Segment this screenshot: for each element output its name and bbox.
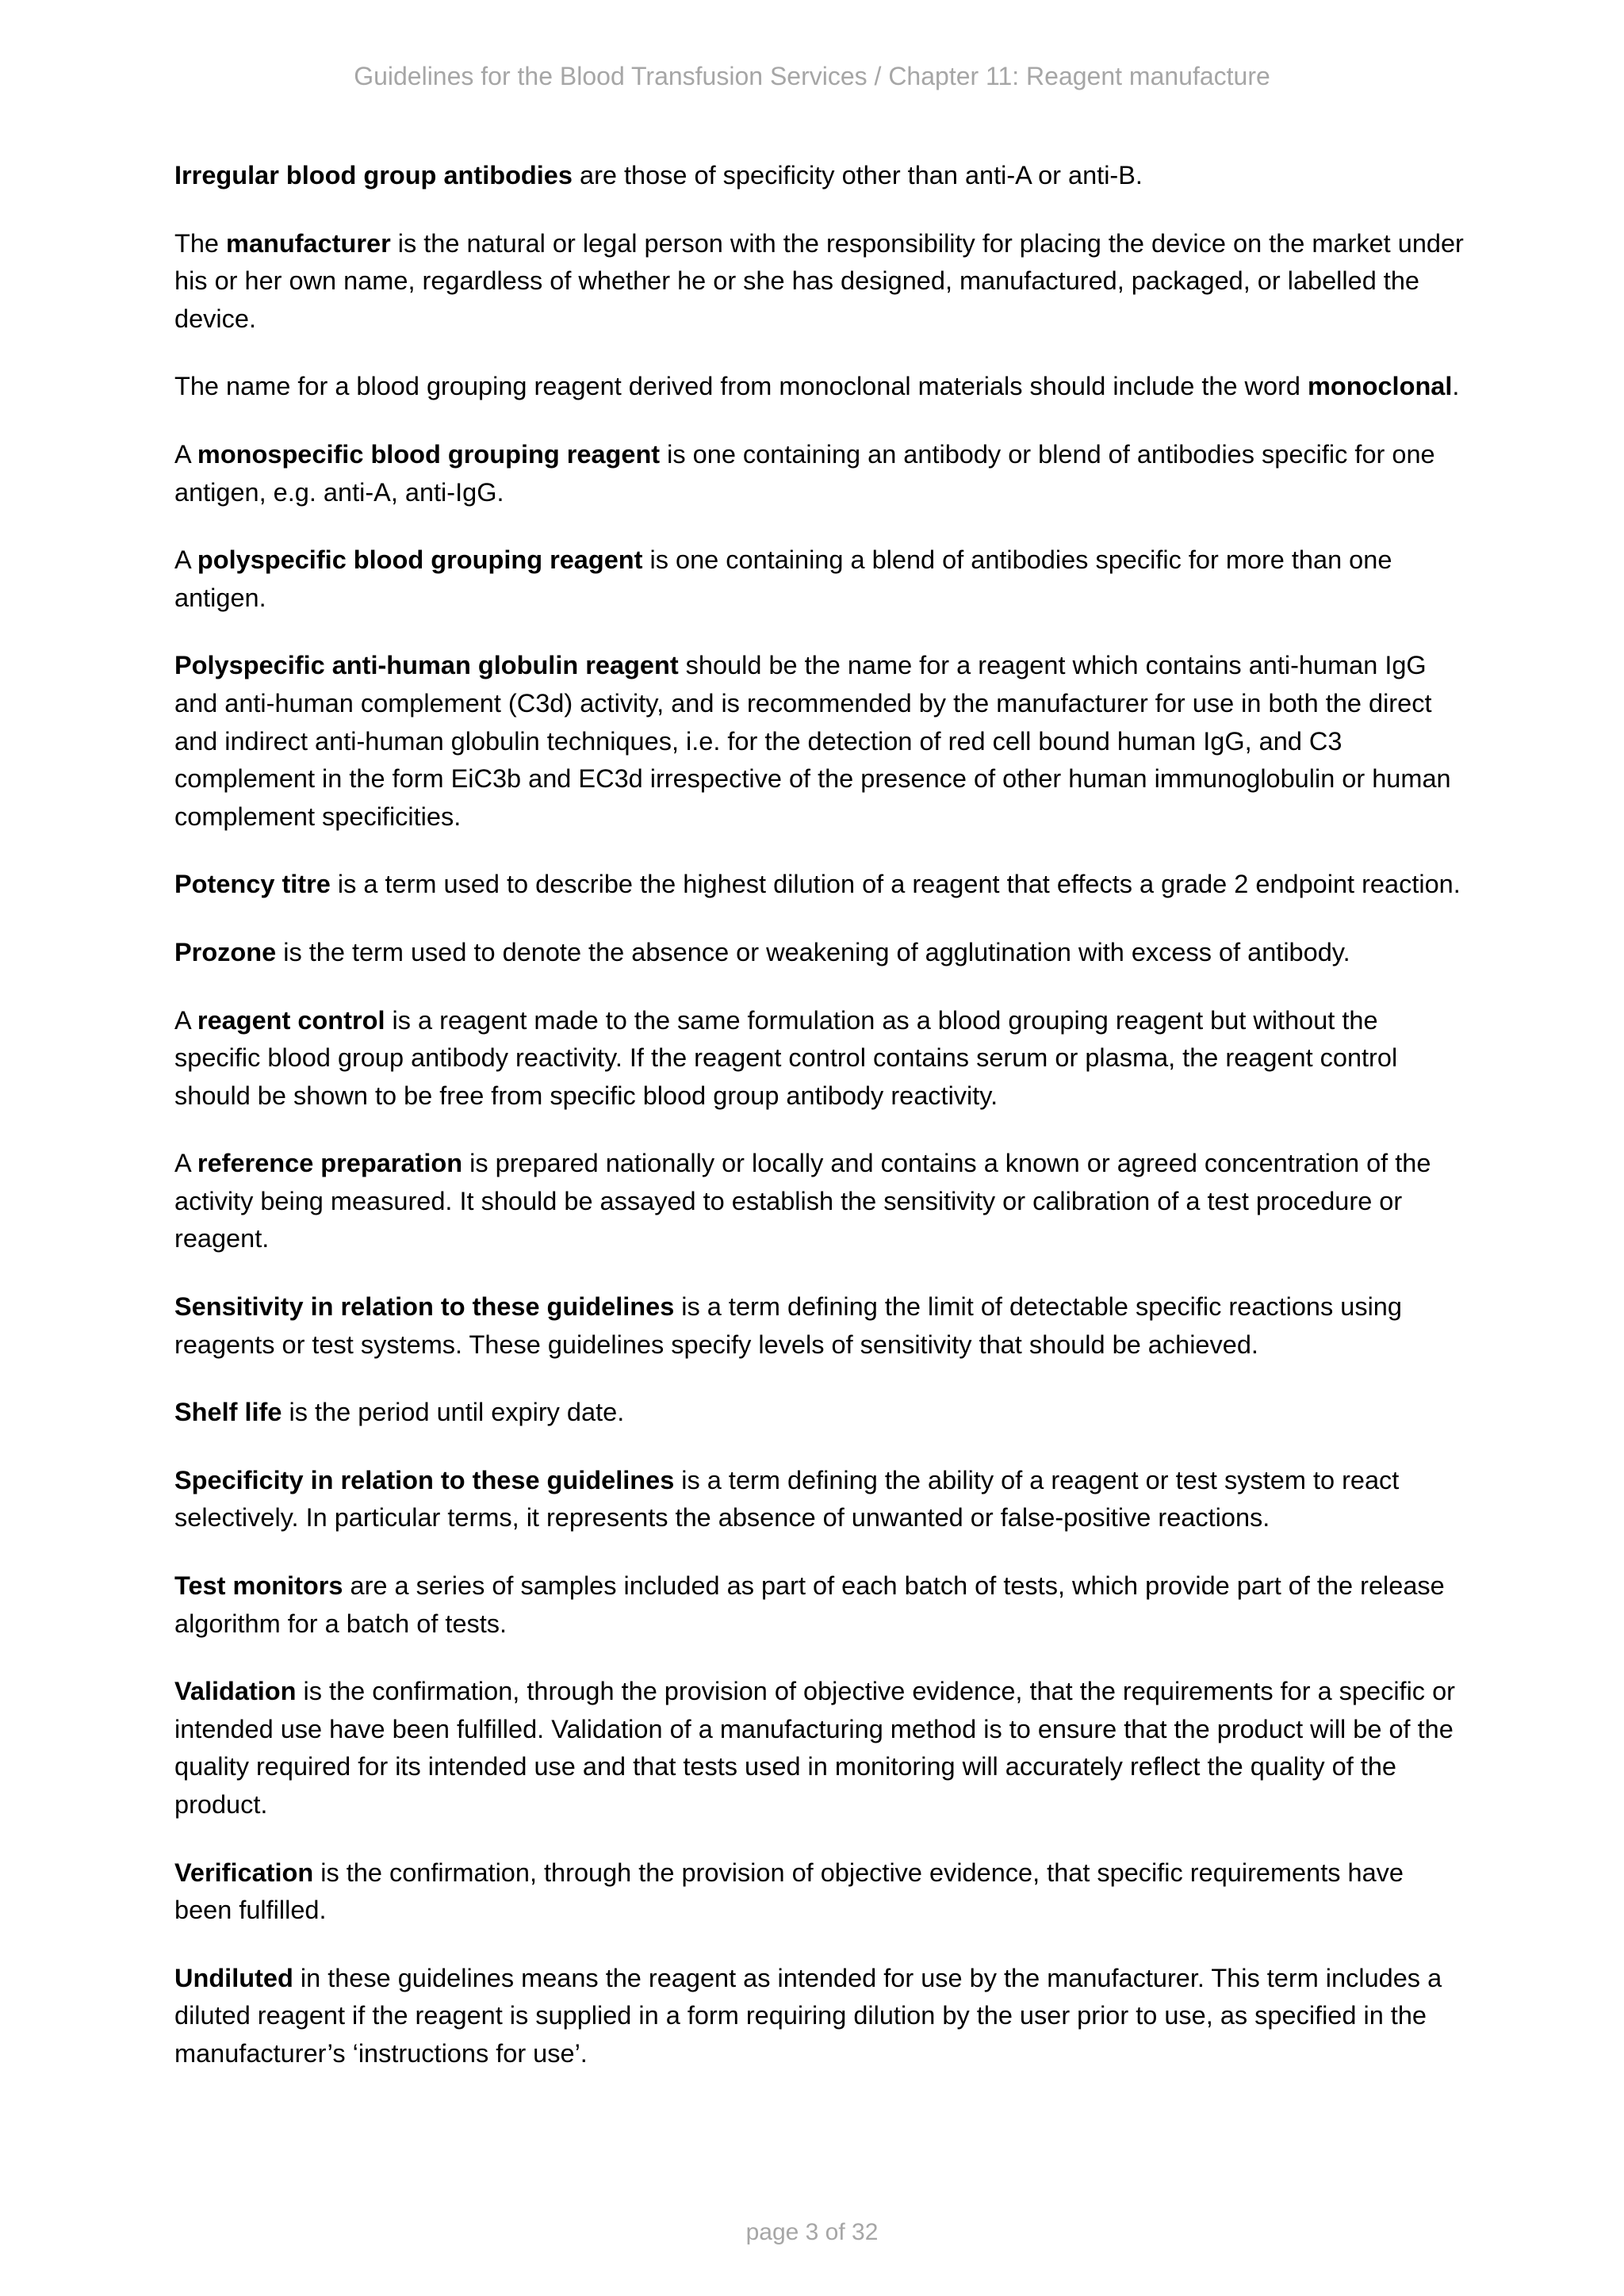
definition-specificity: Specificity in relation to these guidelines is a term defining the ability of a reagent or test system to react selectively. In particular terms, it represents the absence of unwanted or false-positive reactions. [174,1465,1400,1533]
defined-term: Polyspecific anti-human globulin reagent [174,651,679,680]
defined-term: manufacturer [226,228,391,258]
definition-potency-titre: Potency titre is a term used to describe the highest dilution of a reagent that effects a grade 2 endpoint reaction. [174,870,1461,899]
defined-term: Validation [174,1677,297,1706]
defined-term: monoclonal [1308,372,1453,401]
defined-term: Irregular blood group antibodies [174,161,573,189]
defined-term: Potency titre [174,870,331,899]
defined-term: Test monitors [174,1571,343,1601]
definition-undiluted: Undiluted in these guidelines means the reagent as intended for use by the manufacturer. This term includes a diluted reagent if the reagent is supplied in a form requiring dilution by the user prior to use, as specified in the manufacturer’s ‘instructions for use’. [174,1963,1442,2068]
definition-verification: Verification is the confirmation, through the provision of objective evidence, that specific requirements have been fulfilled. [174,1858,1404,1925]
running-header: Guidelines for the Blood Transfusion Services / Chapter 11: Reagent manufacture [354,62,1270,90]
definition-polyspecific-ahg-reagent: Polyspecific anti-human globulin reagent should be the name for a reagent which contains anti-human IgG and anti-human complement (C3d) activity, and is recommended by the manufacturer for use in both the direct and indirect anti-human globulin techniques, i.e. for the detection of red cell bound human IgG, and C3 complement in the form EiC3b and EC3d irrespective of the presence of other human immunoglobulin or human complement specificities. [174,651,1451,831]
defined-term: Undiluted [174,1963,293,1992]
definition-monospecific-reagent: A monospecific blood grouping reagent is one containing an antibody or blend of antibodies specific for one antigen, e.g. anti-A, anti-IgG. [174,439,1435,507]
definition-reagent-control: A reagent control is a reagent made to the same formulation as a blood grouping reagent but without the specific blood group antibody reactivity. If the reagent control contains serum or plasma, the reagent control should be shown to be free from specific blood group antibody reactivity. [174,1005,1398,1110]
definition-test-monitors: Test monitors are a series of samples included as part of each batch of tests, which provide part of the release algorithm for a batch of tests. [174,1571,1445,1638]
defined-term: reagent control [197,1005,385,1035]
defined-term: Shelf life [174,1398,282,1427]
definition-sensitivity: Sensitivity in relation to these guidelines is a term defining the limit of detectable specific reactions using reagents or test systems. These guidelines specify levels of sensitivity that should be achieved. [174,1292,1402,1359]
defined-term: Verification [174,1858,314,1887]
defined-term: Sensitivity in relation to these guidelines [174,1292,675,1322]
definition-reference-preparation: A reference preparation is prepared nationally or locally and contains a known or agreed concentration of the activity being measured. It should be assayed to establish the sensitivity or calibration of a test procedure or reagent. [174,1149,1431,1253]
defined-term: Specificity in relation to these guidelines [174,1465,675,1494]
defined-term: reference preparation [197,1149,463,1178]
definition-validation: Validation is the confirmation, through the provision of objective evidence, that the requirements for a specific or intended use have been fulfilled. Validation of a manufacturing method is to ensure that the product will be of the quality required for its intended use and that tests used in monitoring will accurately reflect the quality of the product. [174,1677,1455,1819]
defined-term: monospecific blood grouping reagent [197,439,661,469]
definition-manufacturer: The manufacturer is the natural or legal person with the responsibility for placing the device on the market under his or her own name, regardless of whether he or she has designed, manufactured, packaged, or labelled the device. [174,228,1464,333]
definition-monoclonal: The name for a blood grouping reagent derived from monoclonal materials should include the word monoclonal. [174,372,1460,401]
definition-polyspecific-reagent: A polyspecific blood grouping reagent is one containing a blend of antibodies specific for more than one antigen. [174,545,1392,612]
definition-irregular-blood-group-antibodies: Irregular blood group antibodies are those of specificity other than anti-A or anti-B. [174,161,1143,189]
page-number: page 3 of 32 [745,2219,879,2245]
definitions-body [174,157,1467,2103]
defined-term: polyspecific blood grouping reagent [197,545,643,575]
definition-shelf-life: Shelf life is the period until expiry date. [174,1398,625,1427]
defined-term: Prozone [174,937,277,966]
definition-prozone: Prozone is the term used to denote the absence or weakening of agglutination with excess of antibody. [174,937,1350,966]
